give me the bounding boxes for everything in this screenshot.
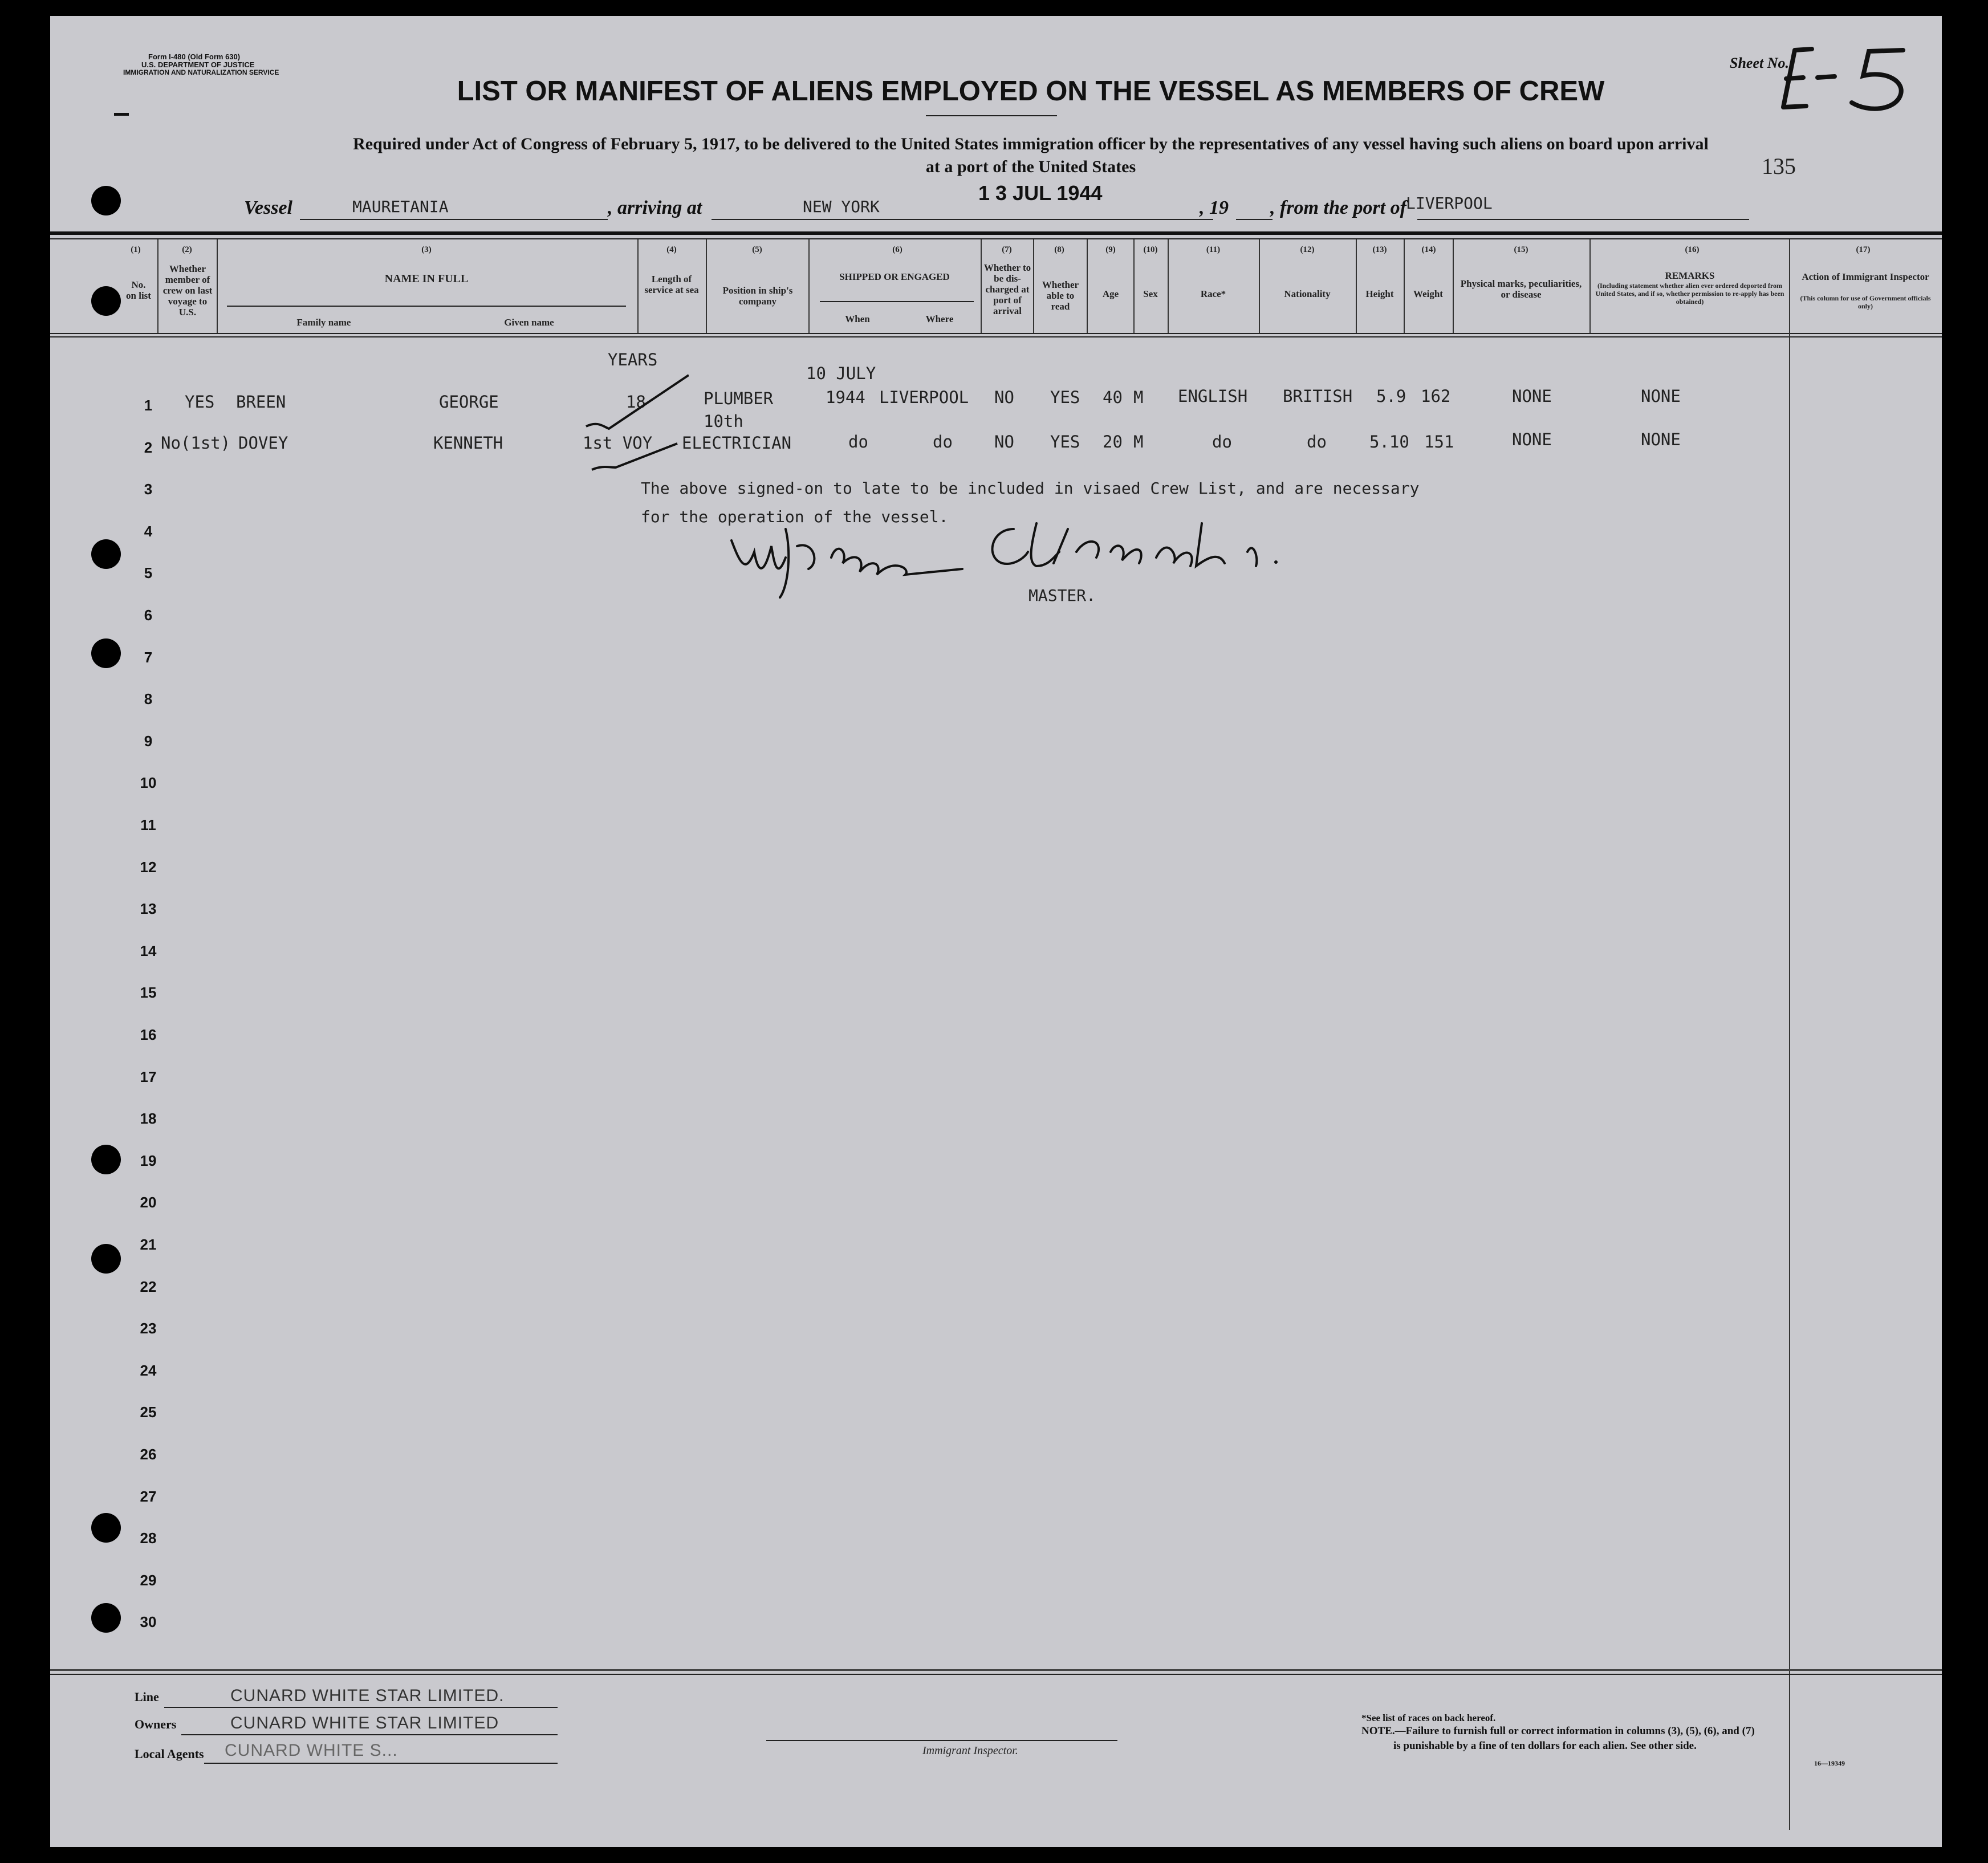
col-head-race: Race* bbox=[1200, 288, 1226, 299]
col-head-able-to-read: Whether able to read bbox=[1042, 279, 1079, 312]
col-num-8: (8) bbox=[1054, 245, 1064, 254]
row2-age: 20 bbox=[1103, 432, 1123, 451]
row-number: 15 bbox=[140, 984, 157, 1001]
col-num-17: (17) bbox=[1856, 245, 1871, 254]
col-head-name-in-full: NAME IN FULL bbox=[384, 272, 469, 285]
col-head-remarks: REMARKS bbox=[1665, 270, 1715, 281]
col-num-10: (10) bbox=[1143, 245, 1158, 254]
row-number: 25 bbox=[140, 1404, 157, 1421]
row-number: 8 bbox=[144, 690, 153, 707]
col-head-inspector-action: Action of Immigrant Inspector bbox=[1802, 271, 1929, 282]
row2-weight: 151 bbox=[1424, 432, 1454, 451]
col-num-5: (5) bbox=[752, 245, 762, 254]
footer-agents-value: CUNARD WHITE S... bbox=[225, 1741, 398, 1760]
row2-where: do bbox=[933, 432, 953, 451]
binder-hole bbox=[91, 1513, 121, 1543]
row1-where: LIVERPOOL bbox=[879, 388, 969, 407]
manifest-page bbox=[50, 16, 1942, 1847]
col-head-nationality: Nationality bbox=[1284, 288, 1331, 299]
binder-hole bbox=[91, 539, 121, 569]
col-head-given-name: Given name bbox=[504, 317, 554, 328]
penalty-note-line2: is punishable by a fine of ten dollars for each alien. See other side. bbox=[1393, 1740, 1697, 1752]
col-num-9: (9) bbox=[1105, 245, 1116, 254]
col-head-no-on-list: No. on list bbox=[126, 279, 151, 301]
row2-last-voyage: No(1st) bbox=[161, 433, 231, 453]
col-head-height: Height bbox=[1365, 288, 1394, 299]
row-number: 4 bbox=[144, 523, 153, 540]
departure-port: LIVERPOOL bbox=[1406, 194, 1493, 213]
row1-physical-marks: NONE bbox=[1512, 387, 1552, 406]
sheet-number-handwritten bbox=[1772, 39, 1926, 124]
form-subtitle: Required under Act of Congress of February 5, 1917, to be delivered to the United States immigration officer by the representatives of any vessel having such aliens on board upon arrival at a port of the United States bbox=[353, 135, 1709, 176]
vessel-label: Vessel bbox=[244, 197, 292, 218]
master-label: MASTER. bbox=[1028, 586, 1096, 605]
col-head-length-of-service: Length of service at sea bbox=[644, 274, 699, 295]
row2-given-name: KENNETH bbox=[433, 433, 503, 453]
row-number: 22 bbox=[140, 1278, 157, 1295]
row-number: 3 bbox=[144, 481, 153, 498]
row-number: 2 bbox=[144, 439, 153, 456]
row1-when-date: 10 JULY bbox=[806, 364, 876, 383]
col-head-family-name: Family name bbox=[296, 317, 351, 328]
col-num-13: (13) bbox=[1372, 245, 1387, 254]
col-head-physical-marks: Physical marks, peculiarities, or disease bbox=[1460, 278, 1582, 300]
col-num-4: (4) bbox=[666, 245, 677, 254]
binder-hole bbox=[91, 1244, 121, 1274]
row2-family-name: DOVEY bbox=[238, 433, 288, 453]
row-number: 23 bbox=[140, 1320, 157, 1337]
from-port-label: , from the port of bbox=[1270, 197, 1406, 218]
row-number: 12 bbox=[140, 859, 157, 876]
col-num-7: (7) bbox=[1002, 245, 1012, 254]
row1-height: 5.9 bbox=[1376, 387, 1406, 406]
row-number: 1 bbox=[144, 397, 153, 414]
signed-on-note-line1: The above signed-on to late to be included in visaed Crew List, and are necessary bbox=[641, 479, 1420, 498]
master-signature bbox=[974, 512, 1293, 592]
row1-sex: M bbox=[1133, 388, 1144, 407]
form-title: LIST OR MANIFEST OF ALIENS EMPLOYED ON THE VESSEL AS MEMBERS OF CREW bbox=[457, 76, 1605, 107]
row2-nationality: do bbox=[1307, 432, 1327, 451]
row-number: 17 bbox=[140, 1068, 157, 1085]
row1-service-unit: YEARS bbox=[608, 350, 658, 369]
arrival-date-stamp: 1 3 JUL 1944 bbox=[978, 181, 1103, 205]
row1-given-name: GEORGE bbox=[439, 392, 499, 412]
arriving-label: , arriving at bbox=[608, 197, 702, 218]
binder-hole bbox=[91, 286, 121, 316]
footer-agents-label: Local Agents bbox=[135, 1747, 204, 1761]
footer-line-label: Line bbox=[135, 1690, 159, 1704]
row-number: 29 bbox=[140, 1572, 157, 1589]
row1-family-name: BREEN bbox=[236, 392, 286, 412]
row1-nationality: BRITISH bbox=[1283, 387, 1353, 406]
col-num-12: (12) bbox=[1300, 245, 1315, 254]
footer-owners-value: CUNARD WHITE STAR LIMITED bbox=[230, 1714, 499, 1732]
inspector-signature bbox=[723, 518, 979, 603]
vessel-name: MAURETANIA bbox=[352, 197, 449, 216]
sheet-label: Sheet No. bbox=[1730, 55, 1789, 71]
col-head-last-voyage: Whether member of crew on last voyage to U.S. bbox=[162, 263, 213, 318]
races-note: *See list of races on back hereof. bbox=[1361, 1713, 1496, 1723]
binder-hole bbox=[91, 1145, 121, 1174]
row-number: 21 bbox=[140, 1236, 157, 1253]
row1-when-year: 1944 bbox=[826, 388, 865, 407]
footer-line-value: CUNARD WHITE STAR LIMITED. bbox=[230, 1686, 505, 1705]
row1-race: ENGLISH bbox=[1178, 387, 1248, 406]
row-number: 5 bbox=[144, 564, 153, 581]
row-number: 13 bbox=[140, 900, 157, 917]
year-label: , 19 bbox=[1200, 197, 1229, 218]
binder-hole bbox=[91, 1603, 121, 1633]
col-head-where: Where bbox=[925, 314, 954, 324]
row1-age: 40 bbox=[1103, 388, 1123, 407]
col-head-when: When bbox=[845, 314, 870, 324]
col-head-remarks-note: (Including statement whether alien ever ordered deported from United States, and if so, whether permission to re-apply has been obtained) bbox=[1595, 282, 1784, 306]
col-num-11: (11) bbox=[1206, 245, 1221, 254]
arriving-port: NEW YORK bbox=[803, 197, 880, 216]
row-number: 26 bbox=[140, 1446, 157, 1463]
col-head-sex: Sex bbox=[1143, 288, 1158, 299]
row-number: 24 bbox=[140, 1362, 157, 1379]
row-number: 9 bbox=[144, 733, 153, 750]
col-num-1: (1) bbox=[131, 245, 141, 254]
row2-service: 1st VOY bbox=[583, 433, 653, 453]
signed-on-note-line2: for the operation of the vessel. bbox=[641, 507, 949, 526]
print-code: 16—19349 bbox=[1814, 1759, 1845, 1767]
col-head-discharged: Whether to be dis-charged at port of arrival bbox=[983, 262, 1031, 316]
row2-able-to-read: YES bbox=[1050, 432, 1080, 451]
row2-discharged: NO bbox=[994, 432, 1014, 451]
col-head-age: Age bbox=[1102, 288, 1119, 299]
row1-weight: 162 bbox=[1421, 387, 1451, 406]
immigrant-inspector-label: Immigrant Inspector. bbox=[922, 1744, 1018, 1757]
department-name: U.S. DEPARTMENT OF JUSTICE bbox=[141, 60, 255, 69]
col-num-16: (16) bbox=[1685, 245, 1700, 254]
row2-sex: M bbox=[1133, 432, 1144, 451]
col-num-3: (3) bbox=[421, 245, 432, 254]
col-num-14: (14) bbox=[1421, 245, 1436, 254]
row-number: 6 bbox=[144, 607, 153, 624]
row-number: 16 bbox=[140, 1026, 157, 1043]
col-head-weight: Weight bbox=[1413, 288, 1443, 299]
binder-hole bbox=[91, 186, 121, 215]
col-head-shipped-or-engaged: SHIPPED OR ENGAGED bbox=[839, 271, 950, 282]
row-number: 19 bbox=[140, 1152, 157, 1169]
col-num-15: (15) bbox=[1514, 245, 1528, 254]
footer-owners-label: Owners bbox=[135, 1717, 177, 1731]
col-num-6: (6) bbox=[892, 245, 902, 254]
row-number: 7 bbox=[144, 649, 153, 666]
row-number: 27 bbox=[140, 1488, 157, 1505]
col-head-position: Position in ship's company bbox=[722, 285, 793, 307]
row-number: 14 bbox=[140, 942, 157, 959]
page-number: 135 bbox=[1762, 153, 1796, 179]
row2-when: do bbox=[848, 432, 868, 451]
row-number: 18 bbox=[140, 1110, 157, 1127]
row-number: 10 bbox=[140, 774, 157, 791]
row1-service: 18 bbox=[626, 392, 646, 412]
penalty-note-line1: NOTE.—Failure to furnish full or correct information in columns (3), (5), (6), and (7) bbox=[1361, 1725, 1755, 1737]
row1-able-to-read: YES bbox=[1050, 388, 1080, 407]
col-num-2: (2) bbox=[182, 245, 192, 254]
service-name: IMMIGRATION AND NATURALIZATION SERVICE bbox=[123, 68, 279, 76]
form-number: Form I-480 (Old Form 630) bbox=[148, 52, 241, 61]
row2-physical-marks: NONE bbox=[1512, 430, 1552, 449]
row1-last-voyage: YES bbox=[185, 392, 215, 412]
row1-remarks: NONE bbox=[1641, 387, 1681, 406]
row2-when-date: 10th bbox=[704, 412, 743, 431]
binder-hole bbox=[91, 638, 121, 668]
row-number: 20 bbox=[140, 1194, 157, 1211]
row2-position: ELECTRICIAN bbox=[682, 433, 792, 453]
row-number: 30 bbox=[140, 1613, 157, 1630]
col-head-inspector-note: (This column for use of Government officials only) bbox=[1800, 294, 1931, 310]
row2-race: do bbox=[1212, 432, 1232, 451]
row2-height: 5.10 bbox=[1369, 432, 1409, 451]
row-number: 28 bbox=[140, 1530, 157, 1547]
row-number: 11 bbox=[140, 816, 156, 833]
service-check-marks bbox=[575, 358, 689, 472]
row1-discharged: NO bbox=[994, 388, 1014, 407]
row2-remarks: NONE bbox=[1641, 430, 1681, 449]
row1-position: PLUMBER bbox=[704, 389, 774, 408]
